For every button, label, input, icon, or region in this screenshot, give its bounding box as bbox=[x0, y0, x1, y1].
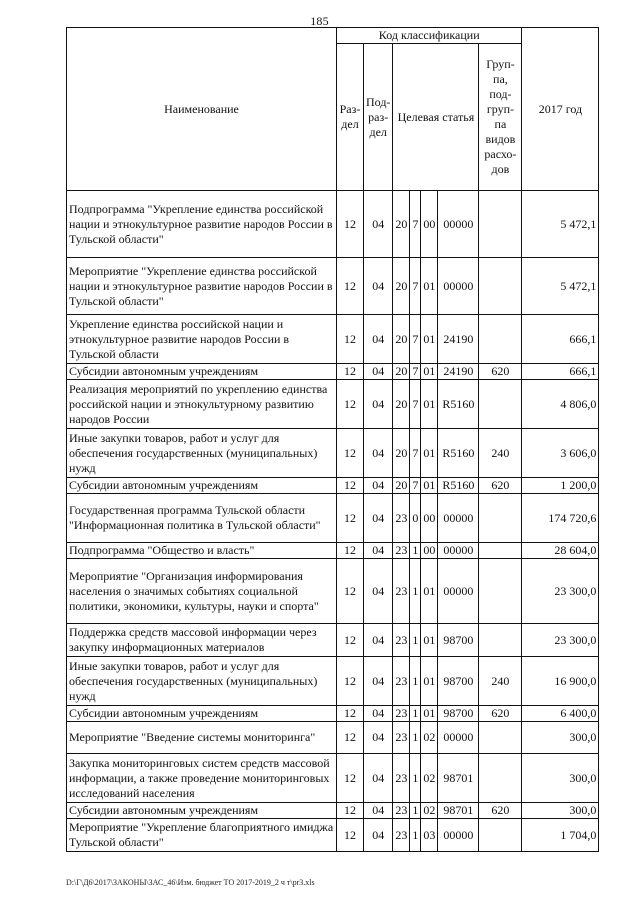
target-subprogram-cell: 1 bbox=[410, 624, 421, 657]
target-program-cell: 23 bbox=[393, 624, 410, 657]
section-cell: 12 bbox=[337, 657, 364, 706]
target-program-cell: 23 bbox=[393, 657, 410, 706]
expense-type-cell bbox=[479, 624, 522, 657]
target-subprogram-cell: 7 bbox=[410, 315, 421, 364]
expense-type-cell: 620 bbox=[479, 478, 522, 494]
target-event-cell: 01 bbox=[421, 429, 438, 478]
item-name-cell: Поддержка средств массовой информации через закупку информационных материалов bbox=[67, 624, 337, 657]
table-body bbox=[67, 191, 599, 852]
table-row bbox=[67, 819, 599, 852]
target-event-cell: 02 bbox=[421, 803, 438, 819]
budget-table bbox=[66, 27, 599, 852]
target-direction-cell: R5160 bbox=[438, 429, 479, 478]
target-program-cell: 23 bbox=[393, 706, 410, 722]
target-program-cell: 23 bbox=[393, 494, 410, 543]
subsection-cell: 04 bbox=[364, 657, 393, 706]
target-subprogram-cell: 7 bbox=[410, 191, 421, 258]
expense-type-cell bbox=[479, 380, 522, 429]
subsection-cell: 04 bbox=[364, 429, 393, 478]
target-event-cell: 01 bbox=[421, 380, 438, 429]
section-cell: 12 bbox=[337, 706, 364, 722]
item-name-cell: Субсидии автономным учреждениям bbox=[67, 478, 337, 494]
subsection-cell: 04 bbox=[364, 258, 393, 315]
item-name-cell: Укрепление единства российской нации и этнокультурное развитие народов России в Тульской области bbox=[67, 315, 337, 364]
expense-type-cell bbox=[479, 258, 522, 315]
target-event-cell: 02 bbox=[421, 722, 438, 754]
subsection-cell: 04 bbox=[364, 754, 393, 803]
target-subprogram-cell: 7 bbox=[410, 429, 421, 478]
item-name-cell: Государственная программа Тульской области "Информационная политика в Тульской области" bbox=[67, 494, 337, 543]
expense-type-cell bbox=[479, 543, 522, 559]
item-name-cell: Подпрограмма "Общество и власть" bbox=[67, 543, 337, 559]
header-year: 2017 год bbox=[522, 28, 599, 191]
table-header bbox=[67, 28, 599, 191]
target-event-cell: 01 bbox=[421, 258, 438, 315]
table-row bbox=[67, 191, 599, 258]
item-name-cell: Закупка мониторинговых систем средств массовой информации, а также проведение мониторинговых исследований населения bbox=[67, 754, 337, 803]
target-subprogram-cell: 7 bbox=[410, 478, 421, 494]
target-direction-cell: 24190 bbox=[438, 315, 479, 364]
target-direction-cell: 98701 bbox=[438, 803, 479, 819]
target-direction-cell: 00000 bbox=[438, 258, 479, 315]
target-direction-cell: 00000 bbox=[438, 819, 479, 852]
item-name-cell: Мероприятие "Введение системы мониторинга" bbox=[67, 722, 337, 754]
target-program-cell: 20 bbox=[393, 478, 410, 494]
target-direction-cell: 98701 bbox=[438, 754, 479, 803]
header-target-article: Целевая статья bbox=[393, 44, 479, 191]
target-subprogram-cell: 7 bbox=[410, 364, 421, 380]
target-program-cell: 20 bbox=[393, 364, 410, 380]
target-program-cell: 23 bbox=[393, 819, 410, 852]
target-direction-cell: 98700 bbox=[438, 706, 479, 722]
target-event-cell: 01 bbox=[421, 706, 438, 722]
target-event-cell: 01 bbox=[421, 315, 438, 364]
target-event-cell: 01 bbox=[421, 478, 438, 494]
amount-cell: 300,0 bbox=[522, 722, 599, 754]
target-event-cell: 01 bbox=[421, 657, 438, 706]
subsection-cell: 04 bbox=[364, 803, 393, 819]
expense-type-cell bbox=[479, 819, 522, 852]
table-row bbox=[67, 380, 599, 429]
subsection-cell: 04 bbox=[364, 722, 393, 754]
subsection-cell: 04 bbox=[364, 191, 393, 258]
target-event-cell: 01 bbox=[421, 559, 438, 624]
target-direction-cell: 00000 bbox=[438, 722, 479, 754]
target-subprogram-cell: 1 bbox=[410, 657, 421, 706]
table-row bbox=[67, 624, 599, 657]
target-subprogram-cell: 1 bbox=[410, 706, 421, 722]
target-program-cell: 20 bbox=[393, 258, 410, 315]
expense-type-cell bbox=[479, 559, 522, 624]
item-name-cell: Субсидии автономным учреждениям bbox=[67, 364, 337, 380]
target-direction-cell: 00000 bbox=[438, 494, 479, 543]
subsection-cell: 04 bbox=[364, 624, 393, 657]
amount-cell: 300,0 bbox=[522, 803, 599, 819]
amount-cell: 1 704,0 bbox=[522, 819, 599, 852]
target-program-cell: 20 bbox=[393, 429, 410, 478]
target-direction-cell: R5160 bbox=[438, 380, 479, 429]
expense-type-cell bbox=[479, 754, 522, 803]
subsection-cell: 04 bbox=[364, 543, 393, 559]
table-row bbox=[67, 543, 599, 559]
target-program-cell: 20 bbox=[393, 380, 410, 429]
target-direction-cell: 00000 bbox=[438, 559, 479, 624]
target-subprogram-cell: 1 bbox=[410, 803, 421, 819]
target-event-cell: 01 bbox=[421, 624, 438, 657]
file-path-footer: D:\Г\Д6\2017\ЗАКОНЫ\ЗАС_46\Изм. бюджет ТО 2017-2019_2 ч т\pr3.xls bbox=[66, 878, 315, 887]
item-name-cell: Субсидии автономным учреждениям bbox=[67, 706, 337, 722]
target-event-cell: 00 bbox=[421, 494, 438, 543]
subsection-cell: 04 bbox=[364, 819, 393, 852]
subsection-cell: 04 bbox=[364, 559, 393, 624]
section-cell: 12 bbox=[337, 429, 364, 478]
target-subprogram-cell: 0 bbox=[410, 494, 421, 543]
target-event-cell: 02 bbox=[421, 754, 438, 803]
section-cell: 12 bbox=[337, 722, 364, 754]
amount-cell: 16 900,0 bbox=[522, 657, 599, 706]
table-row bbox=[67, 559, 599, 624]
subsection-cell: 04 bbox=[364, 364, 393, 380]
amount-cell: 300,0 bbox=[522, 754, 599, 803]
amount-cell: 174 720,6 bbox=[522, 494, 599, 543]
target-subprogram-cell: 7 bbox=[410, 258, 421, 315]
header-subsection: Под- раз- дел bbox=[364, 44, 393, 191]
subsection-cell: 04 bbox=[364, 706, 393, 722]
header-code-group: Код классификации bbox=[337, 28, 522, 44]
expense-type-cell: 240 bbox=[479, 429, 522, 478]
section-cell: 12 bbox=[337, 543, 364, 559]
section-cell: 12 bbox=[337, 559, 364, 624]
amount-cell: 23 300,0 bbox=[522, 624, 599, 657]
section-cell: 12 bbox=[337, 803, 364, 819]
target-direction-cell: 00000 bbox=[438, 543, 479, 559]
subsection-cell: 04 bbox=[364, 315, 393, 364]
header-name: Наименование bbox=[67, 28, 337, 191]
target-subprogram-cell: 7 bbox=[410, 380, 421, 429]
item-name-cell: Мероприятие "Организация информирования населения о значимых событиях социальной политики, экономики, культуры, науки и спорта" bbox=[67, 559, 337, 624]
amount-cell: 4 806,0 bbox=[522, 380, 599, 429]
target-subprogram-cell: 1 bbox=[410, 559, 421, 624]
amount-cell: 5 472,1 bbox=[522, 191, 599, 258]
table-row bbox=[67, 478, 599, 494]
target-direction-cell: R5160 bbox=[438, 478, 479, 494]
target-program-cell: 23 bbox=[393, 543, 410, 559]
section-cell: 12 bbox=[337, 191, 364, 258]
target-program-cell: 23 bbox=[393, 754, 410, 803]
item-name-cell: Иные закупки товаров, работ и услуг для обеспечения государственных (муниципальных) нужд bbox=[67, 429, 337, 478]
amount-cell: 23 300,0 bbox=[522, 559, 599, 624]
amount-cell: 666,1 bbox=[522, 315, 599, 364]
target-program-cell: 23 bbox=[393, 722, 410, 754]
amount-cell: 666,1 bbox=[522, 364, 599, 380]
header-expense-type: Груп- па, под- груп- па видов расхо- дов bbox=[479, 44, 522, 191]
table-row bbox=[67, 754, 599, 803]
section-cell: 12 bbox=[337, 819, 364, 852]
expense-type-cell bbox=[479, 191, 522, 258]
target-event-cell: 03 bbox=[421, 819, 438, 852]
header-section: Раз- дел bbox=[337, 44, 364, 191]
item-name-cell: Иные закупки товаров, работ и услуг для обеспечения государственных (муниципальных) нужд bbox=[67, 657, 337, 706]
table-row bbox=[67, 494, 599, 543]
expense-type-cell: 240 bbox=[479, 657, 522, 706]
table-row bbox=[67, 803, 599, 819]
target-event-cell: 01 bbox=[421, 364, 438, 380]
table-row bbox=[67, 364, 599, 380]
target-subprogram-cell: 1 bbox=[410, 819, 421, 852]
target-direction-cell: 00000 bbox=[438, 191, 479, 258]
section-cell: 12 bbox=[337, 258, 364, 315]
section-cell: 12 bbox=[337, 494, 364, 543]
section-cell: 12 bbox=[337, 478, 364, 494]
table-row bbox=[67, 657, 599, 706]
section-cell: 12 bbox=[337, 754, 364, 803]
page-number: 185 bbox=[310, 14, 329, 28]
table-row bbox=[67, 315, 599, 364]
expense-type-cell: 620 bbox=[479, 803, 522, 819]
subsection-cell: 04 bbox=[364, 380, 393, 429]
table-row bbox=[67, 258, 599, 315]
section-cell: 12 bbox=[337, 315, 364, 364]
target-program-cell: 20 bbox=[393, 191, 410, 258]
target-subprogram-cell: 1 bbox=[410, 722, 421, 754]
amount-cell: 5 472,1 bbox=[522, 258, 599, 315]
item-name-cell: Подпрограмма "Укрепление единства российской нации и этнокультурное развитие народов России в Тульской области" bbox=[67, 191, 337, 258]
table-row bbox=[67, 722, 599, 754]
target-event-cell: 00 bbox=[421, 543, 438, 559]
expense-type-cell bbox=[479, 315, 522, 364]
section-cell: 12 bbox=[337, 364, 364, 380]
target-direction-cell: 98700 bbox=[438, 657, 479, 706]
item-name-cell: Реализация мероприятий по укреплению единства российской нации и этнокультурному развитию народов России bbox=[67, 380, 337, 429]
expense-type-cell: 620 bbox=[479, 706, 522, 722]
subsection-cell: 04 bbox=[364, 478, 393, 494]
expense-type-cell: 620 bbox=[479, 364, 522, 380]
subsection-cell: 04 bbox=[364, 494, 393, 543]
expense-type-cell bbox=[479, 722, 522, 754]
expense-type-cell bbox=[479, 494, 522, 543]
target-program-cell: 23 bbox=[393, 803, 410, 819]
target-program-cell: 20 bbox=[393, 315, 410, 364]
target-event-cell: 00 bbox=[421, 191, 438, 258]
section-cell: 12 bbox=[337, 380, 364, 429]
item-name-cell: Мероприятие "Укрепление благоприятного имиджа Тульской области" bbox=[67, 819, 337, 852]
target-subprogram-cell: 1 bbox=[410, 543, 421, 559]
target-direction-cell: 24190 bbox=[438, 364, 479, 380]
item-name-cell: Субсидии автономным учреждениям bbox=[67, 803, 337, 819]
table-row bbox=[67, 706, 599, 722]
section-cell: 12 bbox=[337, 624, 364, 657]
amount-cell: 6 400,0 bbox=[522, 706, 599, 722]
amount-cell: 28 604,0 bbox=[522, 543, 599, 559]
item-name-cell: Мероприятие "Укрепление единства российской нации и этнокультурное развитие народов России в Тульской области" bbox=[67, 258, 337, 315]
table-row bbox=[67, 429, 599, 478]
target-program-cell: 23 bbox=[393, 559, 410, 624]
target-direction-cell: 98700 bbox=[438, 624, 479, 657]
target-subprogram-cell: 1 bbox=[410, 754, 421, 803]
amount-cell: 3 606,0 bbox=[522, 429, 599, 478]
amount-cell: 1 200,0 bbox=[522, 478, 599, 494]
